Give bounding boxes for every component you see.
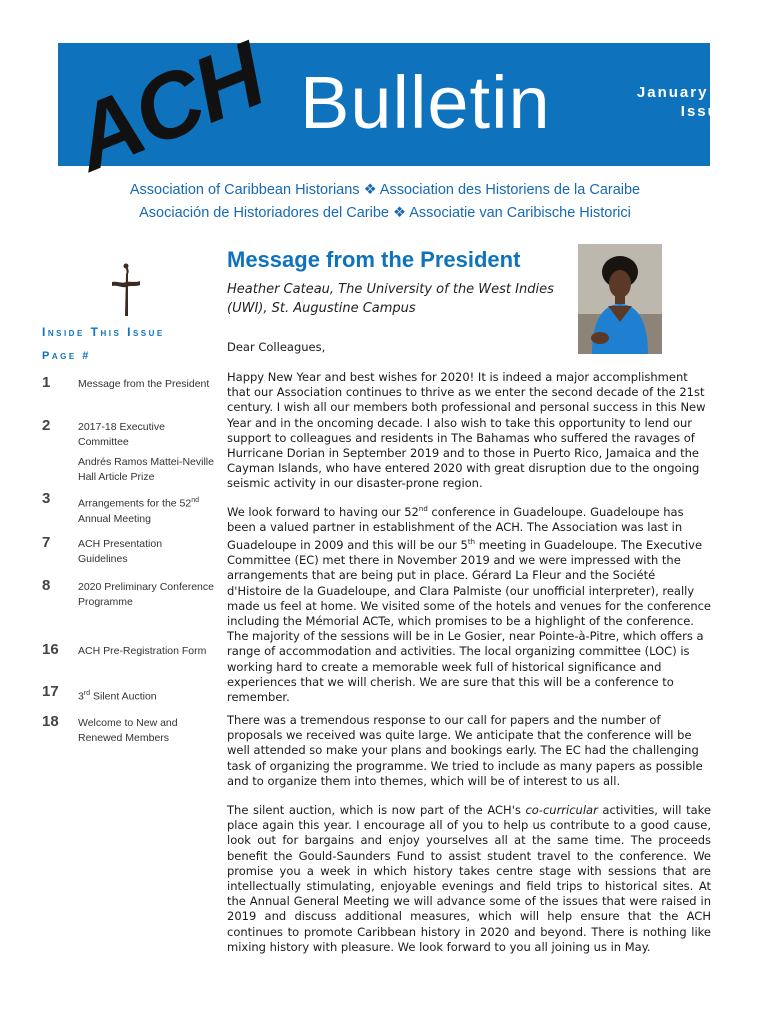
toc-label: 3rd Silent Auction xyxy=(78,690,157,703)
president-photo xyxy=(578,244,662,354)
toc-label: ACH Pre-Registration Form xyxy=(78,645,207,657)
portrait-image xyxy=(578,244,662,354)
toc-label: ACH Presentation Guidelines xyxy=(78,538,163,565)
article-paragraph: The silent auction, which is now part of the ACH's co-curricular activities, will take place again this year. I encourage all of you to help us contribute to a good cause, look out for bargains and enjoy yourselves all at the same time. The proceeds benefit the Gould-Saunders Fund to assist student travel to the conference. We promise you a week in which history takes centre stage with sessions that are intellectually stimulating, enjoyable evenings and field trips to historical sites. At the Annual General Meeting we will advance some of the issues that were raised in 2019 and discuss additional measures, which will help ensure that the ACH continues to promote Caribbean history in 2020 and beyond. There is nothing like mixing history with pleasure. We look forward to you all joining us in May. xyxy=(227,803,711,954)
article-paragraph: We look forward to having our 52nd conference in Guadeloupe. Guadeloupe has been a valued partner in establishment of the ACH. The Association was last in Guadeloupe in 2009 and this will be our 5th meeting in Guadeloupe. The Executive Committee (EC) met there in November 2019 and we were impressed with the arrangements that are being put in place. Gérard La Fleur and the Société d'Histoire de la Guadeloupe, and Clara Palmiste (our unofficial interpreter), really made us feel at home. We visited some of the hotels and venues for the conference including the Mémorial ACTe, which promises to be a highlight of the conference. The majority of the sessions will be in Le Gosier, near Pointe-à-Pitre, which offers a range of accommodation and activities. The local organizing committee (LOC) is working hard to create a memorable week full of historical significance and experiences that we will cherish. We are sure that this will be a conference to remember. xyxy=(227,504,711,705)
article-paragraph: Happy New Year and best wishes for 2020! It is indeed a major accomplishment that our Association continues to thrive as we enter the second decade of the 21st century. I wish all our members both professional and personal success in this New Year and in the oncoming decade. I also wish to take this opportunity to lend our support to colleagues and residents in The Bahamas who suffered the ravages of Hurricane Dorian in September 2019 and to those in Puerto Rico, Jamaica and the Cayman Islands, who have entered 2020 with great disruption due to the ongoing seismic activity in our disaster-prone region. xyxy=(227,370,706,491)
association-names-line-2: Asociación de Historiadores del Caribe ❖ Associatie van Caribische Historici xyxy=(139,205,631,221)
toc-page-number: 1 xyxy=(42,374,51,391)
toc-label: Arrangements for the 52nd Annual Meeting xyxy=(78,497,200,525)
issue-date-block xyxy=(637,83,756,121)
inside-this-issue-heading: Inside This Issue xyxy=(42,325,165,339)
toc-page-number: 17 xyxy=(42,683,59,700)
toc-page-number: 3 xyxy=(42,490,51,507)
toc-page-number: 2 xyxy=(42,417,51,434)
toc-page-number: 18 xyxy=(42,713,59,730)
ach-logo xyxy=(60,22,290,192)
toc-page-number: 8 xyxy=(42,577,51,594)
toc-label: Andrés Ramos Mattei-Neville Hall Article Prize xyxy=(78,456,214,483)
article-greeting: Dear Colleagues, xyxy=(227,340,326,354)
article-title: Message from the President xyxy=(227,247,521,272)
association-names-line-1: Association of Caribbean Historians ❖ Association des Historiens de la Caraibe xyxy=(129,182,641,198)
article-paragraph: There was a tremendous response to our call for papers and the number of proposals we received was quite large. We anticipate that the conference will be well attended so make your plans and bookings early. The EC had the challenging task of organizing the programme. We tried to include as many papers as possible and to organize them into themes, which will be of interest to us all. xyxy=(227,713,703,788)
bulletin-title: Bulletin xyxy=(300,61,551,144)
toc-label: Welcome to New and Renewed Members xyxy=(78,717,178,744)
issue-date: January 2020 xyxy=(636,84,756,101)
page-number-heading: Page # xyxy=(42,350,91,362)
cross-icon xyxy=(108,260,144,320)
ach-logo-text: ACH xyxy=(59,23,277,191)
toc-label: 2020 Preliminary Conference Programme xyxy=(78,581,214,608)
toc-label: 2017-18 Executive Committee xyxy=(78,421,165,448)
article-author: Heather Cateau, The University of the West Indies (UWI), St. Augustine Campus xyxy=(227,282,554,316)
toc-page-number: 16 xyxy=(42,641,59,658)
toc-page-number: 7 xyxy=(42,534,51,551)
toc-label: Message from the President xyxy=(78,378,210,390)
issue-number: Issue 91 xyxy=(680,103,756,120)
